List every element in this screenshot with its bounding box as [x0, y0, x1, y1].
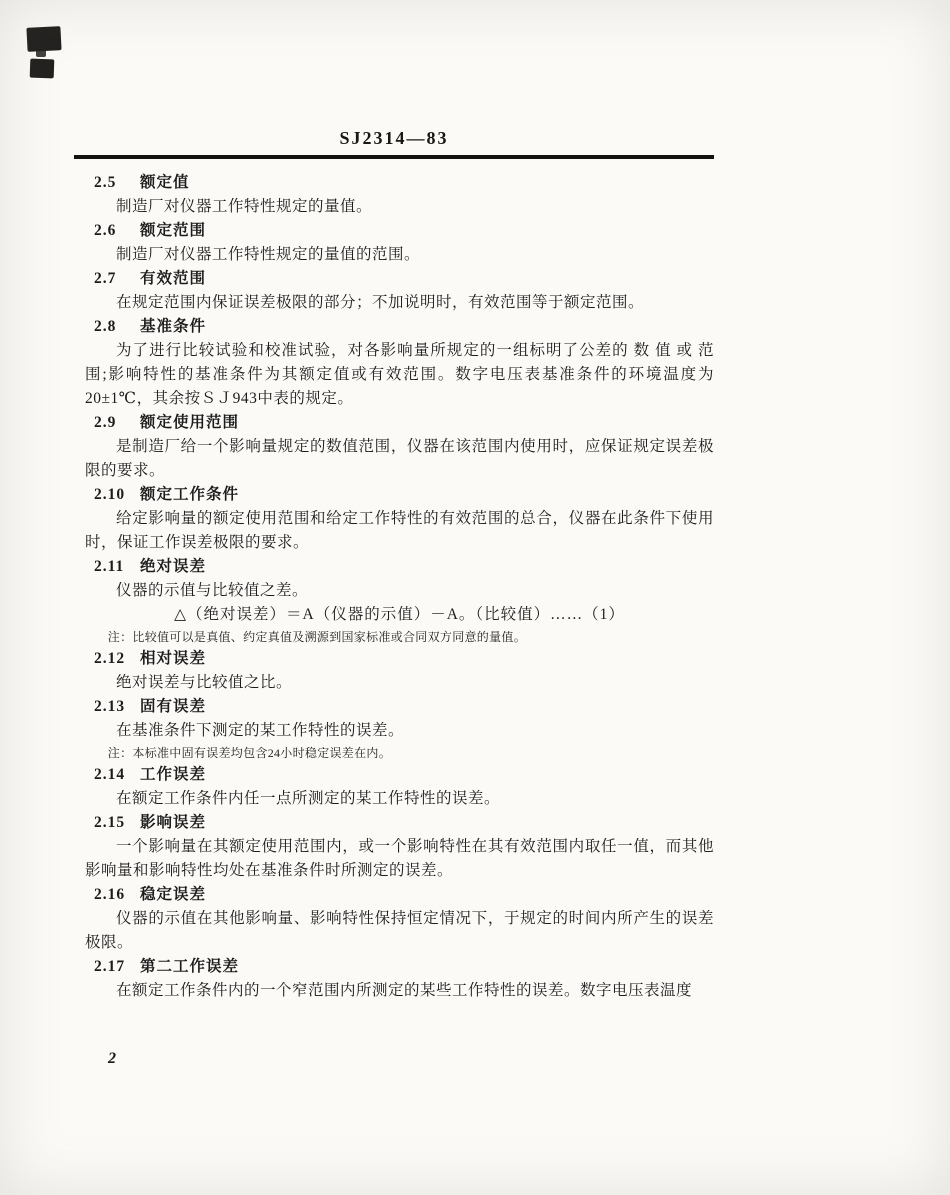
clause-2.13 — [85, 695, 714, 763]
clause-number: 2.7 — [94, 270, 117, 287]
clause-body-text: 仪器的示值在其他影响量、影响特性保持恒定情况下，于规定的时间内所产生的误差极限。 — [85, 910, 714, 951]
clause-heading — [94, 811, 714, 835]
clause-heading — [94, 647, 714, 671]
clause-heading — [94, 695, 714, 719]
clause-heading — [94, 955, 714, 979]
page-number: 2 — [108, 1050, 116, 1067]
clause-body-text: 给定影响量的额定使用范围和给定工作特性的有效范围的总合，仪器在此条件下使用时，保证工作误差极限的要求。 — [85, 510, 714, 551]
clause-heading — [94, 411, 714, 435]
clause-heading — [94, 555, 714, 579]
clause-title: 工作误差 — [140, 766, 207, 783]
clause-title: 额定使用范围 — [140, 414, 240, 431]
clause-2.9 — [85, 411, 714, 483]
clause-title: 第二工作误差 — [140, 958, 240, 975]
clause-2.17 — [85, 955, 714, 1003]
scan-artifact — [36, 45, 46, 57]
clause-heading — [94, 171, 714, 195]
clause-2.14 — [85, 763, 714, 811]
clause-heading — [94, 315, 714, 339]
clause-title: 额定范围 — [140, 222, 207, 239]
clause-heading — [94, 267, 714, 291]
clause-number: 2.17 — [94, 958, 126, 975]
clause-title: 相对误差 — [140, 650, 207, 667]
clause-number: 2.14 — [94, 766, 126, 783]
clause-number: 2.10 — [94, 486, 126, 503]
clause-2.6 — [85, 219, 714, 267]
clause-body-text: 一个影响量在其额定使用范围内，或一个影响特性在其有效范围内取任一值，而其他影响量和影响特性均处在基准条件时所测定的误差。 — [85, 838, 714, 879]
clause-number: 2.8 — [94, 318, 117, 335]
clause-body-text: 是制造厂给一个影响量规定的数值范围，仪器在该范围内使用时，应保证规定误差极限的要求。 — [85, 438, 714, 479]
clause-heading — [94, 883, 714, 907]
clause-title: 绝对误差 — [140, 558, 207, 575]
clause-2.12 — [85, 647, 714, 695]
clause-2.16 — [85, 883, 714, 955]
clause-title: 额定值 — [140, 174, 190, 191]
clause-title: 影响误差 — [140, 814, 207, 831]
clause-number: 2.5 — [94, 174, 117, 191]
clause-note: 注：比较值可以是真值、约定真值及溯源到国家标准或合同双方同意的量值。 — [107, 630, 526, 644]
clause-body-text: 为了进行比较试验和校准试验，对各影响量所规定的一组标明了公差的 数 值 或 范围;影响特性的基准条件为其额定值或有效范围。数字电压表基准条件的环境温度为20±1℃，其余按ＳＪ943中表的规定。 — [85, 342, 714, 407]
clause-title: 额定工作条件 — [140, 486, 240, 503]
clause-note: 注：本标准中固有误差均包含24小时稳定误差在内。 — [107, 746, 391, 760]
clause-number: 2.15 — [94, 814, 126, 831]
clause-2.7 — [85, 267, 714, 315]
clause-number: 2.13 — [94, 698, 126, 715]
clause-body-text: 制造厂对仪器工作特性规定的量值的范围。 — [116, 246, 421, 263]
clause-heading — [94, 483, 714, 507]
clause-heading — [94, 763, 714, 787]
clause-title: 固有误差 — [140, 698, 207, 715]
clause-number: 2.6 — [94, 222, 117, 239]
clause-number: 2.9 — [94, 414, 117, 431]
standard-code-header: SJ2314—83 — [339, 128, 449, 148]
clause-body-text: 在基准条件下测定的某工作特性的误差。 — [116, 722, 405, 739]
clause-body-text: 在额定工作条件内任一点所测定的某工作特性的误差。 — [116, 790, 501, 807]
clause-number: 2.12 — [94, 650, 126, 667]
clause-formula: △（绝对误差）＝A（仪器的示值）－A。（比较值）……（1） — [174, 606, 625, 623]
clause-number: 2.11 — [94, 558, 125, 575]
clause-body-text: 仪器的示值与比较值之差。 — [116, 582, 309, 599]
sections — [85, 171, 714, 1003]
clause-title: 有效范围 — [140, 270, 207, 287]
clause-title: 稳定误差 — [140, 886, 207, 903]
clause-body-text: 在规定范围内保证误差极限的部分；不加说明时，有效范围等于额定范围。 — [116, 294, 645, 311]
clause-2.15 — [85, 811, 714, 883]
clause-body-text: 绝对误差与比较值之比。 — [116, 674, 293, 691]
clause-number: 2.16 — [94, 886, 126, 903]
clause-title: 基准条件 — [140, 318, 207, 335]
clause-2.5 — [85, 171, 714, 219]
clause-2.8 — [85, 315, 714, 411]
clause-2.10 — [85, 483, 714, 555]
clause-body-text: 制造厂对仪器工作特性规定的量值。 — [116, 198, 373, 215]
clause-heading — [94, 219, 714, 243]
clause-2.11 — [85, 555, 714, 647]
clause-body-text: 在额定工作条件内的一个窄范围内所测定的某些工作特性的误差。数字电压表温度 — [116, 982, 693, 999]
scan-artifact — [30, 59, 55, 79]
header-rule — [74, 155, 714, 159]
